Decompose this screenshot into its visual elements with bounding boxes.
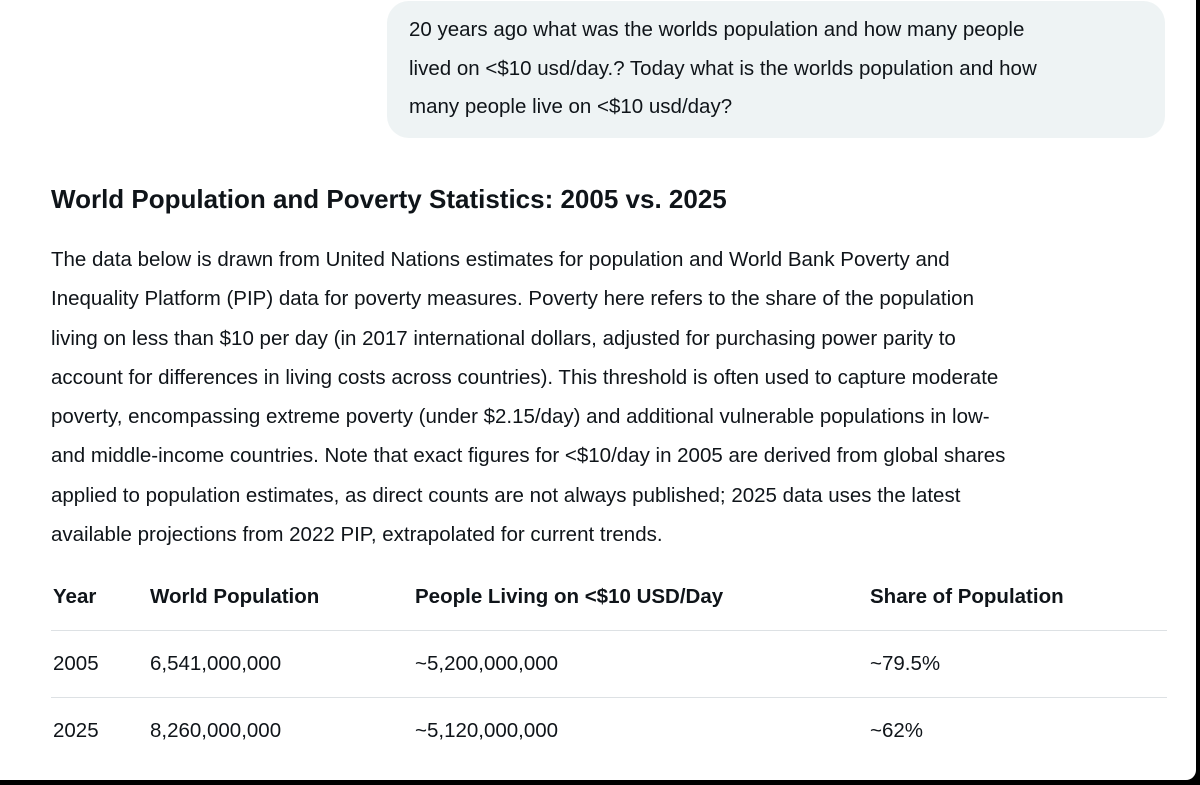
table-cell-share: ~79.5%: [870, 652, 941, 675]
intro-line: living on less than $10 per day (in 2017 international dollars, adjusted for purchasing power parity to: [51, 326, 956, 350]
table-row: [51, 631, 1167, 698]
user-message-bubble: [387, 1, 1165, 138]
intro-line: Inequality Platform (PIP) data for poverty measures. Poverty here refers to the share of the population: [51, 287, 974, 311]
user-message-line: 20 years ago what was the worlds population and how many people: [409, 18, 1025, 41]
intro-line: applied to population estimates, as direct counts are not always published; 2025 data uses the latest: [51, 483, 961, 507]
table-cell-people-under-10: ~5,200,000,000: [415, 652, 559, 675]
table-header-row: [51, 568, 1167, 631]
column-header-share: Share of Population: [870, 585, 1064, 608]
intro-line: poverty, encompassing extreme poverty (under $2.15/day) and additional vulnerable populations in low-: [51, 405, 990, 429]
statistics-table: [51, 568, 1167, 765]
intro-line: account for differences in living costs across countries). This threshold is often used to capture moderate: [51, 365, 999, 389]
table-cell-share: ~62%: [870, 719, 924, 742]
table-cell-year: 2005: [53, 652, 99, 675]
column-header-world-population: World Population: [150, 585, 320, 608]
intro-line: The data below is drawn from United Nations estimates for population and World Bank Poverty and: [51, 248, 950, 271]
intro-line: and middle-income countries. Note that exact figures for <$10/day in 2005 are derived from global shares: [51, 444, 1006, 468]
table-row: [51, 698, 1167, 765]
column-header-year: Year: [53, 585, 97, 608]
table-cell-world-population: 8,260,000,000: [150, 719, 282, 742]
user-message-line: lived on <$10 usd/day.? Today what is the worlds population and how: [409, 56, 1037, 80]
user-message-line: many people live on <$10 usd/day?: [409, 95, 733, 118]
column-header-people-under-10: People Living on <$10 USD/Day: [415, 585, 724, 608]
table-cell-year: 2025: [53, 719, 99, 742]
table-cell-people-under-10: ~5,120,000,000: [415, 719, 559, 742]
intro-line: available projections from 2022 PIP, extrapolated for current trends.: [51, 523, 663, 547]
response-heading: World Population and Poverty Statistics: 2005 vs. 2025: [51, 184, 727, 214]
table-cell-world-population: 6,541,000,000: [150, 652, 282, 675]
response-intro-paragraph: [51, 240, 1171, 554]
